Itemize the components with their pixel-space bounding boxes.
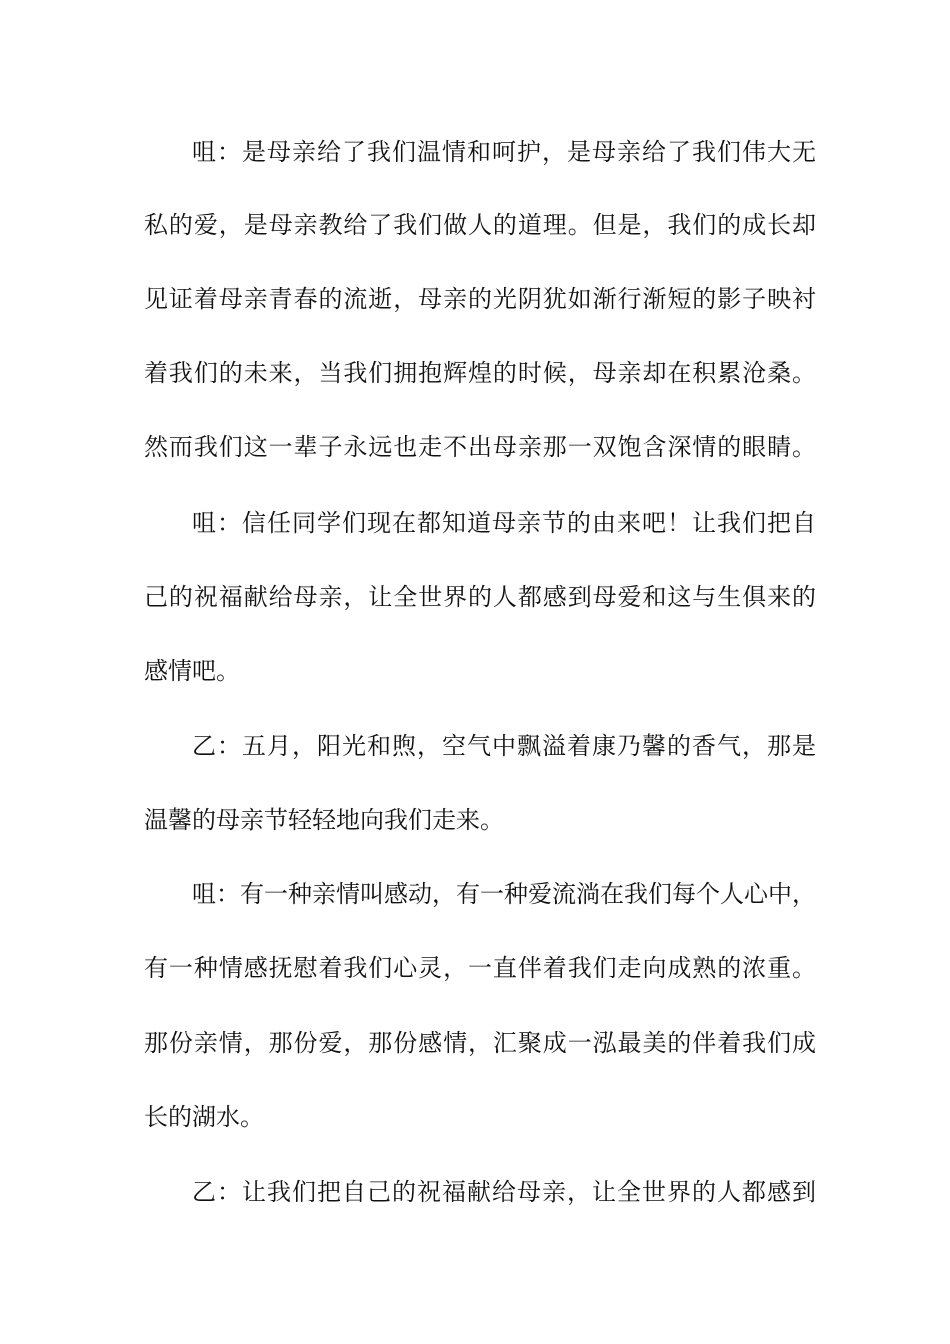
paragraph-line: 感情吧。 [144, 657, 240, 685]
paragraph-line: 长的湖水。 [144, 1103, 264, 1131]
paragraph-line: 然而我们这一辈子永远也走不出母亲那一双饱含深情的眼睛。 [144, 433, 816, 461]
paragraph-line: 己的祝福献给母亲，让全世界的人都感到母爱和这与生俱来的 [144, 583, 816, 611]
paragraph-line: 乙：让我们把自己的祝福献给母亲，让全世界的人都感到 [192, 1178, 816, 1206]
paragraph-line: 见证着母亲青春的流逝，母亲的光阴犹如渐行渐短的影子映衬 [144, 285, 816, 313]
paragraph-line: 乙：五月，阳光和煦，空气中飘溢着康乃馨的香气，那是 [192, 732, 816, 760]
paragraph-line: 那份亲情，那份爱，那份感情，汇聚成一泓最美的伴着我们成 [144, 1029, 816, 1057]
paragraph-line: 咀：有一种亲情叫感动，有一种爱流淌在我们每个人心中， [192, 880, 816, 908]
paragraph-line: 着我们的未来，当我们拥抱辉煌的时候，母亲却在积累沧桑。 [144, 359, 816, 387]
paragraph-line: 咀：是母亲给了我们温情和呵护，是母亲给了我们伟大无 [192, 138, 816, 166]
paragraph-line: 温馨的母亲节轻轻地向我们走来。 [144, 806, 504, 834]
paragraph-line: 有一种情感抚慰着我们心灵，一直伴着我们走向成熟的浓重。 [144, 954, 816, 982]
paragraph-line: 咀：信任同学们现在都知道母亲节的由来吧！让我们把自 [192, 509, 816, 537]
paragraph-line: 私的爱，是母亲教给了我们做人的道理。但是，我们的成长却 [144, 211, 816, 239]
